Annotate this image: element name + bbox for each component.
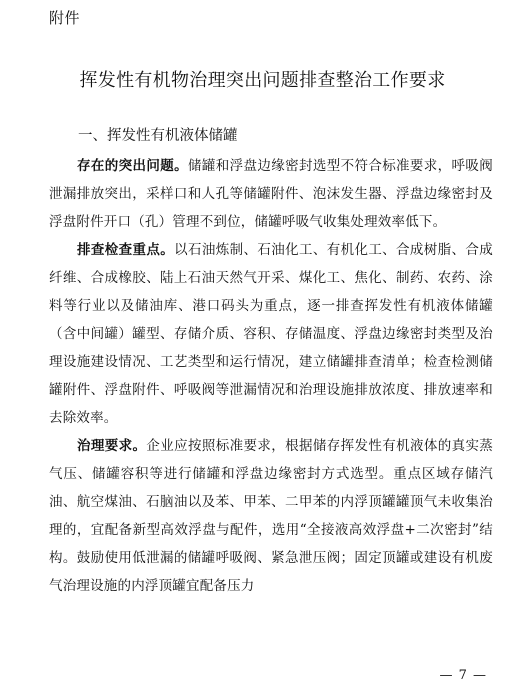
paragraph-lead: 排查检查重点。 <box>77 242 175 258</box>
section-body <box>49 152 493 600</box>
page-number: — 7 — <box>439 668 487 683</box>
paragraph-text: 以石油炼制、石油化工、有机化工、合成树脂、合成纤维、合成橡胶、陆上石油天然气开采、煤化工、焦化、制药、农药、涂料等行业以及储油库、港口码头为重点，逐一排查挥发性有机液体储罐（含中间罐）罐型、存储介质、容积、存储温度、浮盘边缘密封类型及治理设施建设情况、工艺类型和运行情况，建立储罐排查清单；检查检测储罐附件、浮盘附件、呼吸阀等泄漏情况和治理设施排放浓度、排放速率和去除效率。 <box>49 242 493 426</box>
paragraph-inspection-focus <box>49 236 493 432</box>
annex-label: 附件 <box>49 9 81 27</box>
paragraph-governance-requirements <box>49 432 493 600</box>
paragraph-text: 企业应按照标准要求，根据储存挥发性有机液体的真实蒸气压、储罐容积等进行储罐和浮盘边缘密封方式选型。重点区域存储汽油、航空煤油、石脑油以及苯、甲苯、二甲苯的内浮顶罐罐顶气未收集治理的，宜配备新型高效浮盘与配件，选用“全接液高效浮盘+二次密封”结构。鼓励使用低泄漏的储罐呼吸阀、紧急泄压阀；固定顶罐或建设有机废气治理设施的内浮顶罐宜配备压力 <box>49 438 494 594</box>
paragraph-text: 储罐和浮盘边缘密封选型不符合标准要求，呼吸阀泄漏排放突出，采样口和人孔等储罐附件、泡沫发生器、浮盘边缘密封及浮盘附件开口（孔）管理不到位，储罐呼吸气收集处理效率低下。 <box>49 158 493 230</box>
document-title: 挥发性有机物治理突出问题排查整治工作要求 <box>79 70 446 91</box>
paragraph-lead: 存在的突出问题。 <box>77 158 188 174</box>
section-heading: 一、挥发性有机液体储罐 <box>78 128 238 144</box>
paragraph-problems <box>49 152 493 236</box>
paragraph-lead: 治理要求。 <box>77 438 147 454</box>
